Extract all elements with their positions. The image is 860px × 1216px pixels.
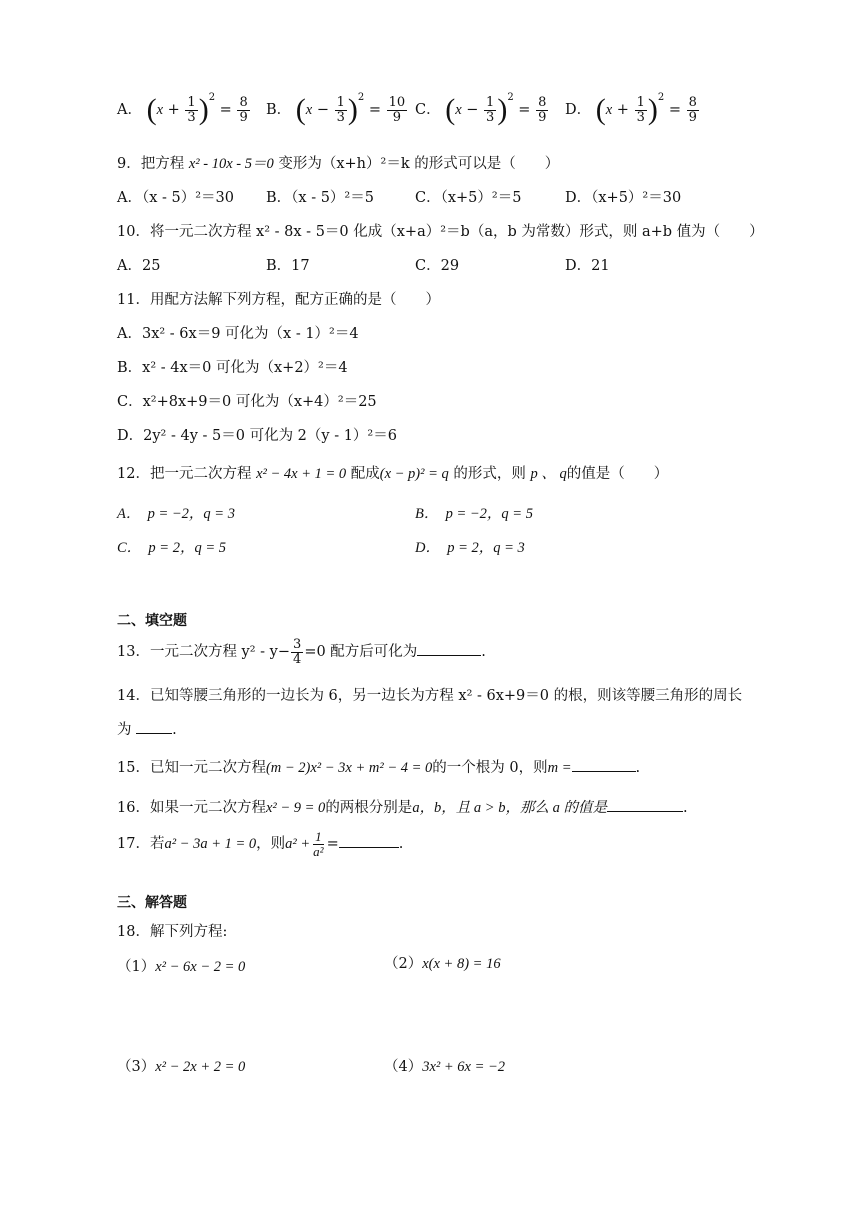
- denominator: 3: [486, 109, 495, 125]
- q12-option-c: C． p = 2，q = 5: [117, 540, 226, 556]
- q10-option-a: A．25: [117, 258, 161, 274]
- numerator: 3: [293, 637, 302, 652]
- question-number: 12．: [117, 466, 150, 482]
- question-number: 18．: [117, 924, 150, 940]
- variable: x: [305, 102, 313, 118]
- stem-text: 已知一元二次方程: [149, 760, 266, 776]
- denominator: 3: [336, 109, 345, 125]
- q9-stem: [117, 152, 559, 173]
- stem-text: 配成: [346, 466, 380, 482]
- stem-text: 一元二次方程 y² - y−: [149, 644, 291, 661]
- question-number: 11．: [117, 292, 150, 308]
- equation: x² − 4x + 1 = 0: [256, 466, 347, 482]
- exponent: 2: [208, 92, 216, 103]
- exponent: 2: [657, 92, 665, 103]
- option-label: A．: [117, 102, 142, 118]
- equation: 3x² + 6x = −2: [422, 1059, 506, 1075]
- stem-text: 把方程: [140, 156, 189, 172]
- stem-text: 的值是（ ）: [566, 466, 669, 482]
- stem-text: 若: [149, 836, 165, 853]
- part-label: （2）: [384, 956, 423, 972]
- q8-option-a: A． (x + $\frac{1}{3}$ )$^2$ = $\frac{8}{9}$: [117, 92, 248, 126]
- question-number: 13．: [117, 644, 150, 661]
- denominator: 3: [636, 109, 645, 125]
- q10-option-b: B．17: [266, 258, 310, 274]
- fraction: [335, 96, 347, 124]
- q8-option-c: C． (x − $\frac{1}{3}$ )$^2$ = $\frac{8}{9}$: [415, 92, 547, 126]
- denominator: 4: [293, 651, 302, 667]
- denominator: 9: [688, 109, 697, 125]
- stem-text: 的形式，则: [448, 466, 531, 482]
- q10-option-c: C．29: [415, 258, 460, 274]
- equation: a² − 3a + 1 = 0: [164, 836, 257, 853]
- equals: =: [219, 102, 232, 118]
- q15: [117, 756, 640, 777]
- rhs-fraction: [536, 96, 548, 124]
- fraction: [185, 96, 197, 124]
- answer-blank[interactable]: [572, 757, 636, 772]
- equals: =: [518, 102, 531, 118]
- q14-line1: [117, 684, 742, 705]
- stem-text: 如果一元二次方程: [149, 800, 266, 816]
- q11-stem: [117, 288, 440, 309]
- expression: a² +: [285, 836, 311, 853]
- sign: +: [167, 102, 180, 118]
- q18-part-2: [384, 952, 501, 973]
- stem-text: ，则: [256, 836, 286, 853]
- q9-option-b: B．（x - 5）²＝5: [266, 190, 374, 206]
- denominator: a²: [313, 843, 324, 859]
- period: .: [635, 760, 641, 776]
- q18-part-3: [117, 1055, 245, 1076]
- answer-blank[interactable]: [607, 797, 683, 812]
- option-label: B．: [266, 102, 292, 118]
- q10-stem: [117, 220, 764, 241]
- q12-option-b: B． p = −2，q = 5: [415, 506, 533, 522]
- stem-text: 为: [117, 722, 132, 738]
- q12-stem: [117, 462, 668, 483]
- fraction: [291, 638, 303, 666]
- question-number: 14．: [117, 688, 150, 704]
- answer-blank[interactable]: [136, 719, 172, 734]
- equals: =: [668, 102, 681, 118]
- q16: [117, 796, 688, 817]
- stem-text: 已知等腰三角形的一边长为 6，另一边长为方程 x² - 6x+9＝0 的根，则该等腰三角形的周长: [149, 688, 743, 704]
- q11-option-b: B．x² - 4x＝0 可化为（x+2）²＝4: [117, 360, 348, 376]
- variables: p 、 q: [530, 466, 567, 482]
- question-number: 16．: [117, 800, 150, 816]
- equation: (m − 2)x² − 3x + m² − 4 = 0: [265, 760, 433, 776]
- option-label: C．: [415, 102, 441, 118]
- answer-blank[interactable]: [339, 833, 399, 848]
- q11-option-d: D．2y² - 4y - 5＝0 可化为 2（y - 1）²＝6: [117, 428, 397, 444]
- rhs-fraction: [387, 96, 408, 124]
- q8-option-b: B． (x − $\frac{1}{3}$ )$^2$ = $\frac{10}{9}$: [266, 92, 406, 126]
- q9-option-a: A．（x - 5）²＝30: [117, 190, 235, 206]
- fraction: [311, 830, 325, 858]
- question-number: 15．: [117, 760, 150, 776]
- option-label: D．: [565, 102, 592, 118]
- q13: [117, 638, 486, 666]
- sign: −: [316, 102, 329, 118]
- variable: x: [455, 102, 462, 118]
- stem-text: 的两根分别是: [325, 800, 413, 816]
- stem-text: 将一元二次方程 x² - 8x - 5＝0 化成（x+a）²＝b（a，b 为常数）形式，则 a+b 值为（ ）: [149, 224, 764, 240]
- variable: m =: [547, 760, 572, 776]
- numerator: 8: [239, 94, 248, 110]
- question-number: 10．: [117, 224, 150, 240]
- stem-text: 变形为（x+h）²＝k 的形式可以是（ ）: [273, 156, 560, 172]
- q11-option-c: C．x²+8x+9＝0 可化为（x+4）²＝25: [117, 394, 377, 410]
- part-label: （1）: [117, 959, 156, 975]
- equation: x(x + 8) = 16: [422, 956, 501, 972]
- part-label: （4）: [384, 1059, 423, 1075]
- sign: +: [616, 102, 629, 118]
- stem-text: a，b，且 a > b，那么 a 的值是: [412, 800, 607, 816]
- stem-text: =0 配方后可化为: [304, 644, 418, 661]
- equals: =: [326, 836, 339, 853]
- q18-stem: [117, 920, 227, 941]
- period: .: [172, 722, 177, 738]
- numerator: 1: [486, 94, 495, 110]
- question-number: 9．: [117, 156, 141, 172]
- q8-option-d: D． (x + $\frac{1}{3}$ )$^2$ = $\frac{8}{9}$: [565, 92, 697, 126]
- exponent: 2: [507, 92, 514, 103]
- part-label: （3）: [117, 1059, 156, 1075]
- section-heading-fill-in: 二、填空题: [117, 613, 187, 629]
- equals: =: [368, 102, 381, 118]
- q12-option-a: A． p = −2，q = 3: [117, 506, 235, 522]
- numerator: 1: [315, 829, 322, 844]
- equation: x² - 10x - 5＝0: [188, 156, 274, 172]
- equation: x² − 2x + 2 = 0: [155, 1059, 246, 1075]
- q14-line2: [117, 718, 177, 739]
- rhs-fraction: [687, 96, 699, 124]
- q18-part-1: [117, 955, 245, 976]
- period: .: [481, 644, 486, 661]
- stem-text: 用配方法解下列方程，配方正确的是（ ）: [149, 292, 440, 308]
- fraction: [484, 96, 496, 124]
- equation: x² − 9 = 0: [265, 800, 326, 816]
- numerator: 1: [336, 94, 345, 110]
- denominator: 9: [538, 109, 547, 125]
- section-heading-solve: 三、解答题: [117, 895, 187, 911]
- sign: −: [466, 102, 479, 118]
- variable: x: [156, 102, 164, 118]
- q18-part-4: [384, 1055, 505, 1076]
- q12-option-d: D． p = 2，q = 3: [415, 540, 525, 556]
- numerator: 1: [187, 94, 196, 110]
- answer-blank[interactable]: [417, 641, 481, 656]
- rhs-fraction: [237, 96, 249, 124]
- numerator: 8: [538, 94, 547, 110]
- denominator: 9: [239, 109, 248, 125]
- fraction: [635, 96, 647, 124]
- period: .: [398, 836, 404, 853]
- stem-text: 把一元二次方程: [149, 466, 257, 482]
- equation: x² − 6x − 2 = 0: [155, 959, 246, 975]
- question-number: 17．: [117, 836, 150, 853]
- exponent: 2: [357, 92, 365, 103]
- q11-option-a: A．3x² - 6x＝9 可化为（x - 1）²＝4: [117, 326, 359, 342]
- numerator: 10: [388, 94, 406, 110]
- q9-option-d: D．（x+5）²＝30: [565, 190, 682, 206]
- period: .: [682, 800, 688, 816]
- numerator: 1: [636, 94, 645, 110]
- q10-option-d: D．21: [565, 258, 610, 274]
- q17: [117, 830, 403, 858]
- q9-option-c: C．（x+5）²＝5: [415, 190, 522, 206]
- numerator: 8: [688, 94, 697, 110]
- denominator: 3: [187, 109, 196, 125]
- stem-text: 的一个根为 0，则: [432, 760, 548, 776]
- variable: x: [605, 102, 613, 118]
- denominator: 9: [392, 109, 402, 125]
- stem-text: 解下列方程:: [149, 924, 228, 940]
- equation: (x − p)² = q: [379, 466, 449, 482]
